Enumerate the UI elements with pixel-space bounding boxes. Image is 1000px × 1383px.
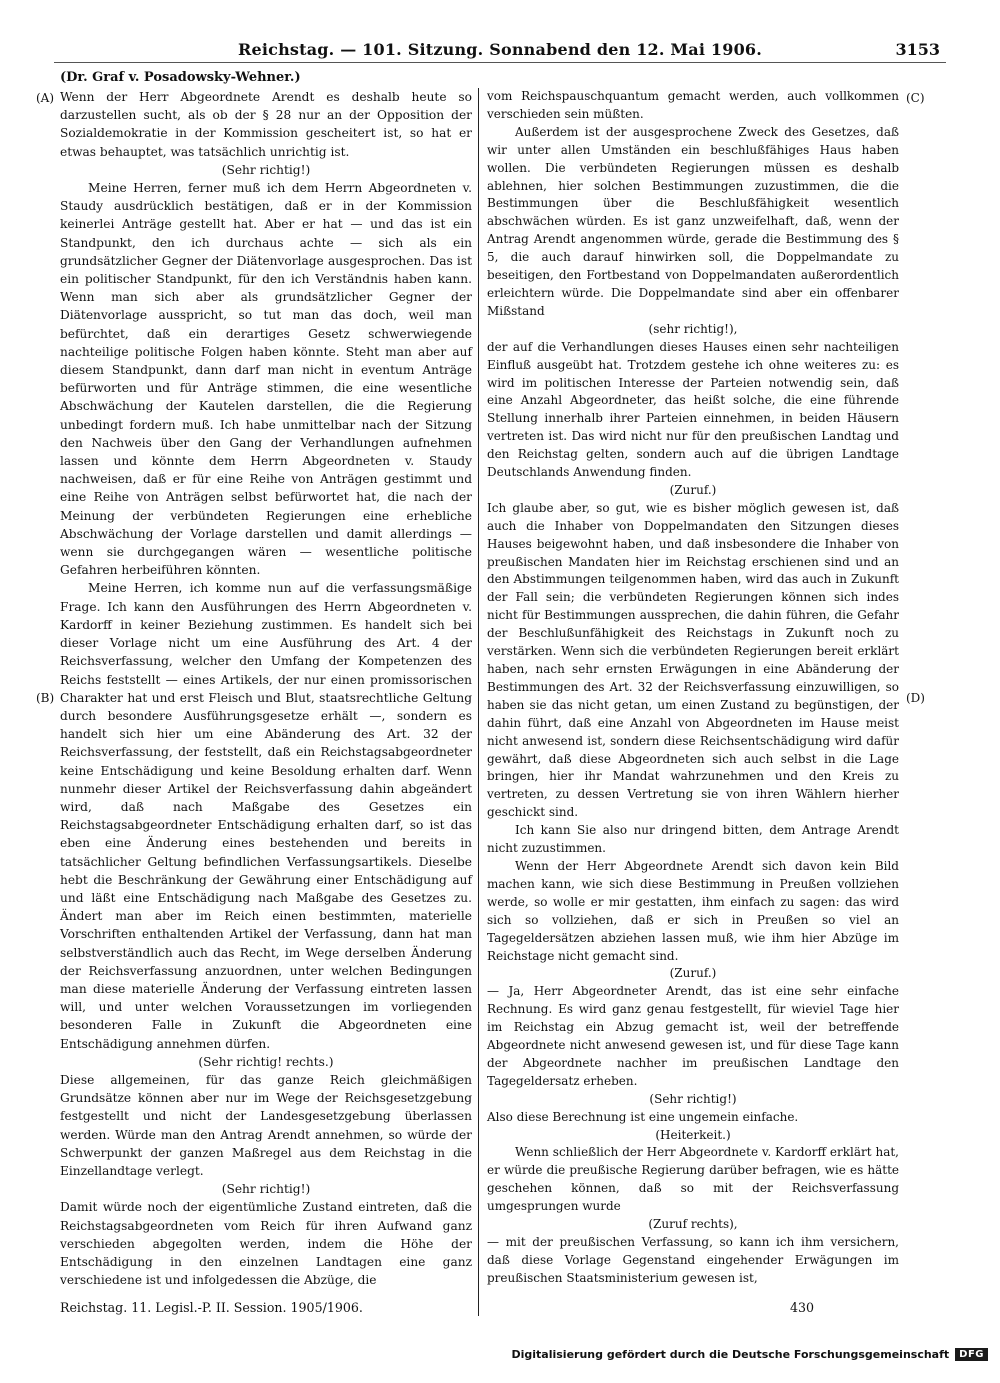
page-number: 3153	[895, 40, 940, 59]
footer-sheet-number: 430	[790, 1300, 815, 1315]
interjection: (Sehr richtig! rechts.)	[198, 1054, 334, 1069]
credit-text: Digitalisierung gefördert durch die Deutsche Forschungsgemeinschaft	[511, 1348, 950, 1361]
paragraph: der auf die Verhandlungen dieses Hauses einen sehr nachteiligen Einfluß ausgeübt hat. Trotzdem gestehe ich ohne weiteres zu: es wird im politischen Interesse der Parteien notwendig sein, daß eine Anzahl Abgeordneter, das heißt solche, die eine führende Stellung innerhalb ihrer Parteien einnehmen, in beiden Häusern vertreten ist. Das wird nicht nur für den preußischen Landtag und den Reichstag gelten, sondern auch auf die übrigen Landtage Deutschlands Anwendung finden.	[487, 339, 899, 480]
speaker-label: (Dr. Graf v. Posadowsky-Wehner.)	[60, 70, 301, 85]
running-head	[60, 40, 940, 62]
left-column	[60, 88, 472, 1289]
interjection: (Zuruf.)	[669, 482, 717, 497]
paragraph: — mit der preußischen Verfassung, so kann ich ihm versichern, daß diese Vorlage Gegenstand eingehender Erwägungen im preußischen Staatsministerium gewesen ist,	[487, 1235, 899, 1285]
paragraph: Diese allgemeinen, für das ganze Reich gleichmäßigen Grundsätze können aber nur im Wege der Reichsgesetzgebung festgestellt und nicht der Landesgesetzgebung überlassen werden. Würde man den Antrag Arendt annehmen, so würde der Schwerpunkt der ganzen Maßregel aus dem Reichstag in die Einzellandtage verlegt.	[60, 1072, 472, 1178]
header-rule	[54, 62, 946, 63]
paragraph: Wenn der Herr Abgeordnete Arendt sich davon kein Bild machen kann, wie sich diese Bestimmung in Preußen vollziehen werde, so wolle er mir gestatten, ihm einfach zu sagen: das wird sich so vollziehen, daß er sich in Preußen so viel an Tagegeldersätzen abziehen lassen muß, wie ihm hier Abzüge im Reichstage nicht gemacht sind.	[487, 858, 899, 963]
paragraph: Ich glaube aber, so gut, wie es bisher möglich gewesen ist, daß auch die Inhaber von Doppelmandaten den Sitzungen dieses Hauses beigewohnt haben, und daß insbesondere die Inhaber von preußischen Mandaten hier im Reichstag erschienen sind und an den Abstimmungen teilgenommen haben, wird das auch in Zukunft der Fall sein; die verbündeten Regierungen können sich indes nicht für Bestimmungen aussprechen, die dahin führen, die Gefahr der Beschlußunfähigkeit des Reichstags in Zukunft noch zu verstärken. Wenn sich die verbündeten Regierungen bereit erklärt haben, nach sehr ernsten Erwägungen in eine Abänderung der Bestimmungen des Art. 32 der Reichsverfassung einzuwilligen, so haben sie das nicht getan, um einen Zustand zu begünstigen, der dahin führt, daß eine Anzahl von Abgeordneten im Hause meist nicht anwesend ist, sondern diese Reichsentschädigung wird dafür gewährt, daß diese Abgeordneten sich auch selbst in die Lage bringen, hier ihr Mandat wahrzunehmen und den Kreis zu vertreten, zu dessen Vertretung sie von ihren Wählern hierher geschickt sind.	[487, 500, 899, 820]
interjection: (Zuruf.)	[669, 966, 717, 981]
paragraph: Also diese Berechnung ist eine ungemein einfache.	[487, 1109, 799, 1124]
footer-session: Reichstag. 11. Legisl.-P. II. Session. 1905/1906.	[60, 1300, 363, 1315]
margin-mark-c: (C)	[906, 91, 925, 105]
interjection: (Sehr richtig!)	[221, 162, 311, 177]
paragraph: Meine Herren, ich komme nun auf die verfassungsmäßige Frage. Ich kann den Ausführungen des Herrn Abgeordneten v. Kardorff in keiner Beziehung zustimmen. Es handelt sich bei dieser Vorlage nicht um eine Ausführung des Art. 4 der Reichsverfassung, welcher den Umfang der Kompetenzen des Reichs feststellt — eines Artikels, der nur einen promissorischen Charakter hat und erst Fleisch und Blut, staatsrechtliche Geltung durch besondere Ausführungsgesetze erhält —, sondern es handelt sich hier um eine Abänderung des Art. 32 der Reichsverfassung, der feststellt, daß ein Reichstagsabgeordneter keine Entschädigung und keine Besoldung erhalten darf. Wenn nunmehr dieser Artikel der Reichsverfassung dahin abgeändert wird, daß nach Maßgabe des Gesetzes ein Reichstagsabgeordneter Entschädigung erhalten darf, so ist das eben eine Änderung eines bestehenden und bereits in tatsächlicher Geltung befindlichen Verfassungsartikels. Dieselbe hebt die Beschränkung der Gewährung einer Entschädigung auf und läßt eine Entschädigung nach Maßgabe des Gesetzes zu. Ändert man aber im Reich einen bestimmten, materielle Vorschriften enthaltenden Artikel der Verfassung, dann hat man selbstverständlich auch das Recht, im Wege derselben Änderung der Reichsverfassung anzuordnen, unter welchen Bedingungen man diese materielle Änderung der Verfassung eintreten lassen will, und unter welchen Voraussetzungen im vorliegenden besonderen Falle in Zukunft die Abgeordneten eine Entschädigung annehmen dürfen.	[60, 581, 472, 1051]
interjection: (sehr richtig!),	[648, 321, 738, 336]
paragraph: Wenn der Herr Abgeordnete Arendt es deshalb heute so darzustellen sucht, als ob der § 28 nur an der Opposition der Sozialdemokratie in der Kommission gescheitert ist, so hat er etwas behauptet, was tatsächlich unrichtig ist.	[60, 90, 472, 159]
paragraph: Außerdem ist der ausgesprochene Zweck des Gesetzes, daß wir unter allen Umständen ein beschlußfähiges Haus haben wollen. Die verbündeten Regierungen müssen es deshalb ablehnen, hier solchen Bestimmungen zuzustimmen, die die Bestimmungen über die Beschlußfähigkeit wesentlich abschwächen würden. Es ist ganz unzweifelhaft, daß, wenn der Antrag Arendt angenommen würde, gerade die Bestimmung des § 5, die auch darauf hinwirken soll, die Doppelmandate zu beseitigen, den Fortbestand von Doppelmandaten außerordentlich erleichtern würde. Die Doppelmandate sind aber ein offenbarer Mißstand	[487, 124, 899, 318]
right-column	[487, 88, 899, 1288]
margin-mark-a: (A)	[36, 91, 55, 105]
paragraph: Ich kann Sie also nur dringend bitten, dem Antrage Arendt nicht zuzustimmen.	[487, 823, 899, 856]
interjection: (Heiterkeit.)	[655, 1127, 731, 1142]
paragraph: Damit würde noch der eigentümliche Zustand eintreten, daß die Reichstagsabgeordneten vom Reich für ihren Aufwand ganz verschieden abgegolten werden, indem die Höhe der Entschädigung in den einzelnen Landtagen eine ganz verschiedene ist und infolgedessen die Abzüge, die	[60, 1200, 472, 1288]
margin-mark-d: (D)	[906, 691, 925, 705]
dfg-logo: DFG	[955, 1348, 988, 1361]
interjection: (Sehr richtig!)	[649, 1091, 737, 1106]
running-title: Reichstag. — 101. Sitzung. Sonnabend den 12. Mai 1906.	[237, 40, 763, 59]
margin-mark-b: (B)	[36, 691, 55, 705]
interjection: (Zuruf rechts),	[648, 1217, 738, 1232]
column-rule	[478, 88, 479, 1316]
paragraph: vom Reichspauschquantum gemacht werden, auch vollkommen verschieden sein müßten.	[487, 89, 899, 121]
paragraph: Meine Herren, ferner muß ich dem Herrn Abgeordneten v. Staudy ausdrücklich bestätigen, daß er in der Kommission keinerlei Anträge gestellt hat. Aber er hat — und das ist ein Standpunkt, den ich durchaus achte — sich als ein grundsätzlicher Gegner der Diätenvorlage ausgesprochen. Das ist ein politischer Standpunkt, für den ich Verständnis haben kann. Wenn man sich aber als grundsätzlicher Gegner der Diätenvorlage ausspricht, so tut man das doch, weil man befürchtet, daß ein derartiges Gesetz schwerwiegende nachteilige politische Folgen haben könnte. Steht man aber auf diesem Standpunkt, dann darf man nicht in eventum Anträge befürworten und für Anträge stimmen, die eine wesentliche Abschwächung der Kautelen darstellen, die die Regierung unbedingt fordern muß. Ich habe unmittelbar nach der Sitzung den Nachweis über den Gang der Verhandlungen aufnehmen lassen und könnte dem Herrn Abgeordneten v. Staudy nachweisen, daß er für eine Reihe von Anträgen gestimmt und eine Reihe von Anträgen selbst befürwortet hat, die nach der Meinung der verbündeten Regierungen eine erhebliche Abschwächung der Vorlage darstellen und damit allerdings — wenn sie durchgegangen wären — wesentliche politische Gefahren herbeiführen könnten.	[60, 181, 472, 578]
interjection: (Sehr richtig!)	[221, 1182, 311, 1197]
credit-line	[511, 1348, 988, 1361]
paragraph: — Ja, Herr Abgeordneter Arendt, das ist eine sehr einfache Rechnung. Es wird ganz genau festgestellt, für wieviel Tage hier im Reichstag ein Abzug gemacht ist, weil der betreffende Abgeordnete nicht anwesend gewesen ist, und für diese Tage kann der Abgeordnete nachher im preußischen Landtage den Tagegeldersatz erheben.	[487, 984, 899, 1088]
paragraph: Wenn schließlich der Herr Abgeordnete v. Kardorff erklärt hat, er würde die preußische Regierung darüber befragen, wie es hätte geschehen können, daß so mit der Reichsverfassung umgesprungen wurde	[487, 1145, 899, 1214]
